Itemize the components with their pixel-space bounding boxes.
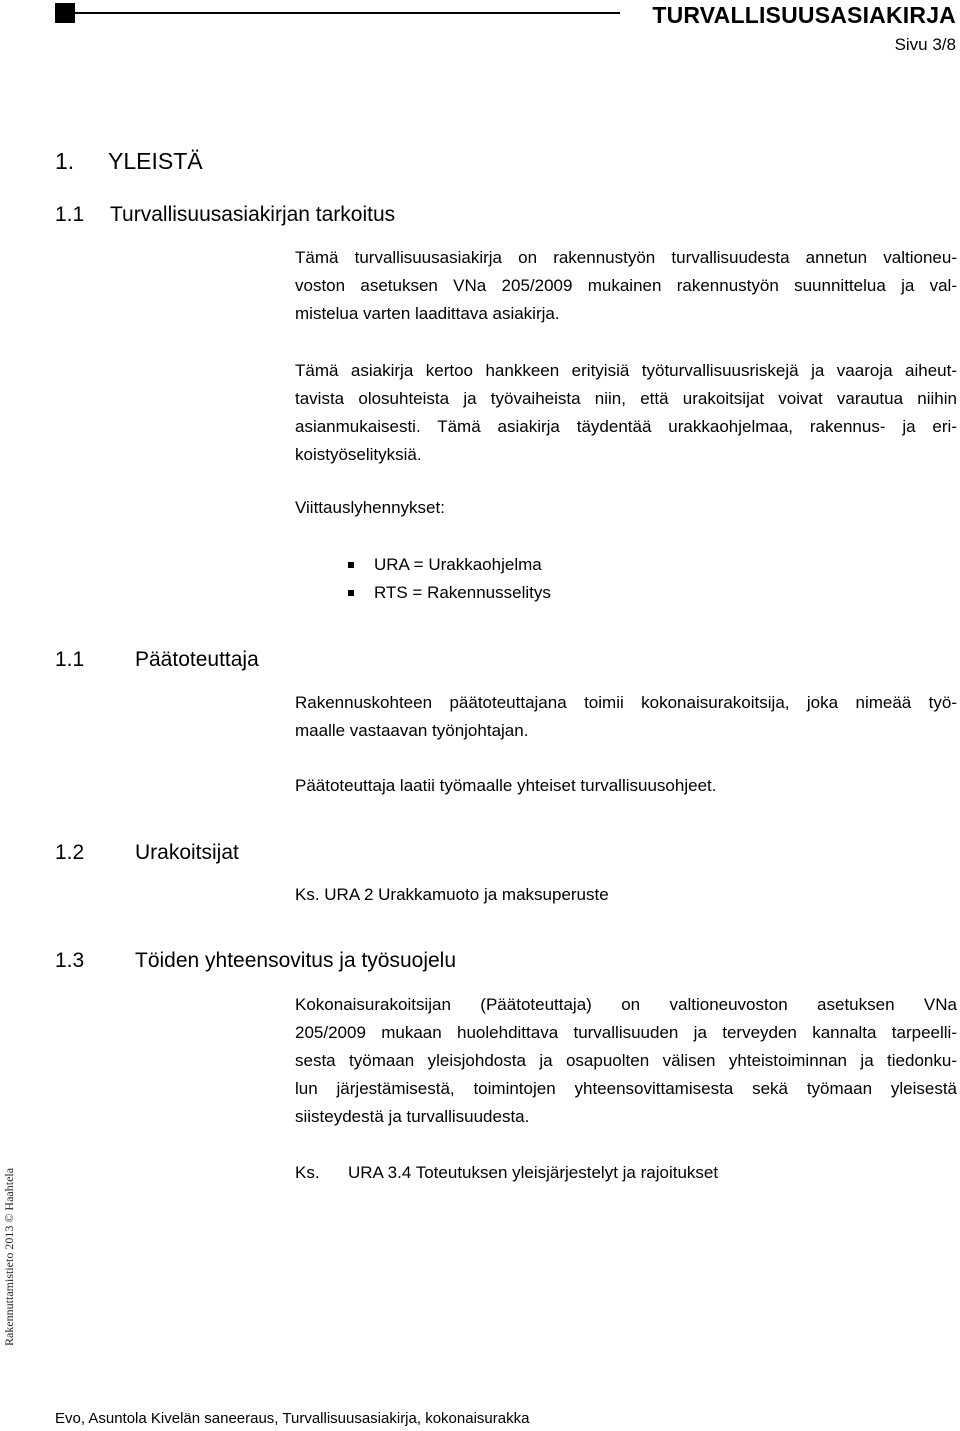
text-line: asianmukaisesti. Tämä asiakirja täydentää urakkaohjelmaa, rakennus- ja eri- xyxy=(295,417,957,436)
coordination-reference: URA 3.4 Toteutuksen yleisjärjestelyt ja rajoitukset xyxy=(348,1163,719,1182)
text-line: 205/2009 mukaan huolehdittava turvallisuuden ja terveyden kannalta tarpeelli- xyxy=(295,1023,957,1042)
text-line: Tämä asiakirja kertoo hankkeen erityisiä työturvallisuusriskejä ja vaaroja aiheut- xyxy=(295,361,957,380)
text-line: Kokonaisurakoitsijan (Päätoteuttaja) on valtioneuvoston asetuksen VNa xyxy=(295,995,957,1014)
main-contractor-paragraph-1 xyxy=(295,689,957,745)
coordination-paragraph xyxy=(295,991,957,1131)
section-1-1-number: 1.1 xyxy=(55,203,85,226)
text-line: voston asetuksen VNa 205/2009 mukainen rakennustyön suunnittelua ja val- xyxy=(295,276,957,295)
text-line: siisteydestä ja turvallisuudesta. xyxy=(295,1107,530,1126)
purpose-paragraph-1 xyxy=(295,244,957,328)
section-1-1-title: Turvallisuusasiakirjan tarkoitus xyxy=(110,203,396,226)
section-1-title: YLEISTÄ xyxy=(108,148,203,174)
section-1-3-title: Töiden yhteensovitus ja työsuojelu xyxy=(135,949,457,972)
page-footer: Evo, Asuntola Kivelän saneeraus, Turvallisuusasiakirja, kokonaisurakka xyxy=(55,1410,530,1427)
page-number: Sivu 3/8 xyxy=(894,35,956,54)
list-item-text: RTS = Rakennusselitys xyxy=(374,583,551,602)
header-square-mark xyxy=(55,3,75,23)
list-item-text: URA = Urakkaohjelma xyxy=(374,555,542,574)
document-title: TURVALLISUUSASIAKIRJA xyxy=(652,2,956,28)
section-1-3-number: 1.3 xyxy=(55,949,85,972)
text-line: lun järjestämisestä, toimintojen yhteensovittamisesta sekä työmaan yleisestä xyxy=(295,1079,957,1098)
section-1-number: 1. xyxy=(55,148,75,174)
coordination-reference-prefix: Ks. xyxy=(295,1163,320,1182)
section-1-2-number: 1.2 xyxy=(55,841,85,864)
contractors-reference: Ks. URA 2 Urakkamuoto ja maksuperuste xyxy=(295,885,609,904)
text-line: maalle vastaavan työnjohtajan. xyxy=(295,721,529,740)
square-bullet-icon xyxy=(348,562,354,568)
square-bullet-icon xyxy=(348,590,354,596)
text-line: sesta työmaan yleisjohdosta ja osapuolten välisen yhteistoiminnan ja tiedonku- xyxy=(295,1051,957,1070)
abbreviations-label: Viittauslyhennykset: xyxy=(295,498,445,517)
text-line: tavista olosuhteista ja työvaiheista niin, että urakoitsijat voivat varautua niihin xyxy=(295,389,957,408)
text-line: koistyöselityksiä. xyxy=(295,445,422,464)
section-1-2-title: Urakoitsijat xyxy=(135,841,239,864)
text-line: mistelua varten laadittava asiakirja. xyxy=(295,304,560,323)
header-rule xyxy=(75,12,620,14)
section-1-1b-number: 1.1 xyxy=(55,648,85,671)
main-contractor-paragraph-2: Päätoteuttaja laatii työmaalle yhteiset turvallisuusohjeet. xyxy=(295,776,717,795)
purpose-paragraph-2 xyxy=(295,357,957,469)
text-line: Tämä turvallisuusasiakirja on rakennustyön turvallisuudesta annetun valtioneu- xyxy=(295,248,957,267)
text-line: Rakennuskohteen päätoteuttajana toimii kokonaisurakoitsija, joka nimeää työ- xyxy=(295,693,957,712)
section-1-1b-title: Päätoteuttaja xyxy=(135,648,259,671)
copyright-side-note: Rakennuttamistieto 2013 © Haahtela xyxy=(2,1167,16,1346)
